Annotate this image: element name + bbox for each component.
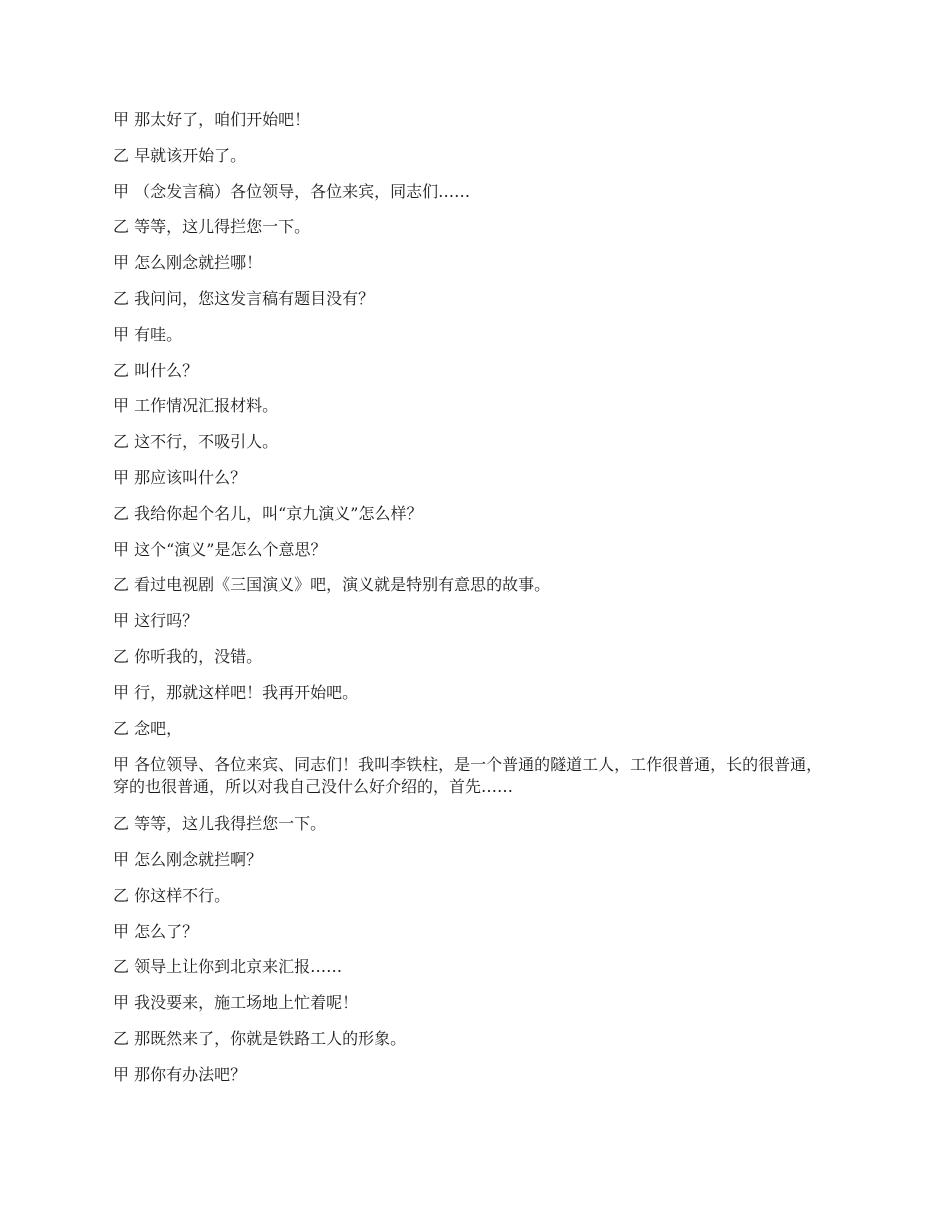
dialogue-line: 甲 行，那就这样吧！我再开始吧。 [113,682,359,702]
dialogue-line: 甲 有哇。 [113,324,183,344]
dialogue-line: 乙 我问问，您这发言稿有题目没有？ [113,288,375,308]
dialogue-line: 乙 念吧， [113,718,183,738]
dialogue-line: 乙 等等，这儿我得拦您一下。 [113,814,327,834]
dialogue-line: 甲 那应该叫什么？ [113,467,247,487]
dialogue-line: 甲 这个“演义”是怎么个意思？ [113,539,327,559]
dialogue-line: 乙 这不行，不吸引人。 [113,432,279,452]
dialogue-line: 乙 你这样不行。 [113,885,231,905]
dialogue-line: 甲 那太好了，咱们开始吧！ [113,110,311,129]
dialogue-line: 甲 怎么刚念就拦哪！ [113,253,263,273]
dialogue-line: 甲 （念发言稿）各位领导，各位来宾，同志们…… [113,181,471,201]
dialogue-line: 甲 怎么了？ [113,921,199,941]
dialogue-line: 甲 怎么刚念就拦啊？ [113,849,263,869]
dialogue-line: 乙 那既然来了，你就是铁路工人的形象。 [113,1028,407,1048]
dialogue-line: 乙 领导上让你到北京来汇报…… [113,957,343,977]
dialogue-line: 甲 这行吗？ [113,611,199,631]
dialogue-line: 甲 那你有办法吧？ [113,1064,247,1084]
dialogue-line: 乙 早就该开始了。 [113,145,247,165]
dialogue-line: 乙 我给你起个名儿，叫“京九演义”怎么样？ [113,503,423,523]
dialogue-line: 乙 看过电视剧《三国演义》吧，演义就是特别有意思的故事。 [113,575,551,595]
dialogue-line: 甲 工作情况汇报材料。 [113,396,279,416]
dialogue-line: 甲 各位领导、各位来宾、同志们！我叫李铁柱，是一个普通的隧道工人，工作很普通，长的很普通，穿的也很普通，所以对我自己没什么好介绍的，首先…… [113,755,823,797]
dialogue-line: 乙 你听我的，没错。 [113,646,263,666]
dialogue-line: 乙 等等，这儿得拦您一下。 [113,217,311,237]
dialogue-line: 甲 我没要来，施工场地上忙着呢！ [113,993,359,1013]
dialogue-line: 乙 叫什么？ [113,360,199,380]
document-page [113,110,833,1101]
